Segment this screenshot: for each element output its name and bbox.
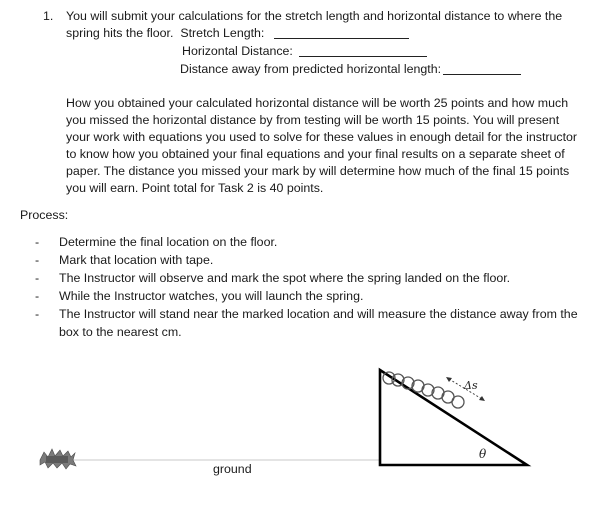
grading-line-5: paper. The distance you missed your mark by will determine how much of the final 15 points (66, 164, 570, 178)
stretch-length-label: Stretch Length: (180, 26, 265, 40)
process-step-4: While the Instructor watches, you will launch the spring. (59, 289, 364, 303)
grading-line-1: How you obtained your calculated horizontal distance will be worth 25 points and how much (66, 96, 569, 110)
delta-s-label: Δs (464, 379, 478, 392)
bullet-dash-4: - (35, 289, 40, 303)
horizontal-distance-label: Horizontal Distance: (182, 44, 293, 58)
process-step-3: The Instructor will observe and mark the spot where the spring landed on the floor. (59, 271, 511, 285)
bullet-dash-3: - (35, 271, 40, 285)
process-heading: Process: (20, 208, 69, 222)
question-number: 1. (43, 9, 54, 23)
grading-line-6: you will earn. Point total for Task 2 is 40 points. (66, 181, 324, 195)
bullet-dash-5: - (35, 307, 40, 321)
process-step-5: The Instructor will stand near the marked location and will measure the distance away from the (59, 307, 578, 321)
question-intro-line2-text: spring hits the floor. (66, 26, 174, 40)
landing-splash-icon (40, 449, 76, 469)
theta-label: θ (479, 447, 487, 461)
bullet-dash-2: - (35, 253, 40, 267)
grading-line-4: to know how you obtained your final equations and your final results on a separate sheet of (66, 147, 565, 161)
question-intro-line1: You will submit your calculations for the stretch length and horizontal distance to where the (66, 9, 563, 23)
ground-label: ground (213, 462, 252, 476)
bullet-dash-1: - (35, 235, 40, 249)
process-step-2: Mark that location with tape. (59, 253, 214, 267)
process-step-5-continuation: box to the nearest cm. (59, 325, 182, 339)
grading-line-3: your work with equations you used to solve for these values in enough detail for the instructor (66, 130, 578, 144)
grading-line-2: you missed the horizontal distance by from testing will be worth 15 points. You will present (66, 113, 560, 127)
distance-away-label: Distance away from predicted horizontal length: (180, 62, 442, 76)
process-step-1: Determine the final location on the floor. (59, 235, 278, 249)
